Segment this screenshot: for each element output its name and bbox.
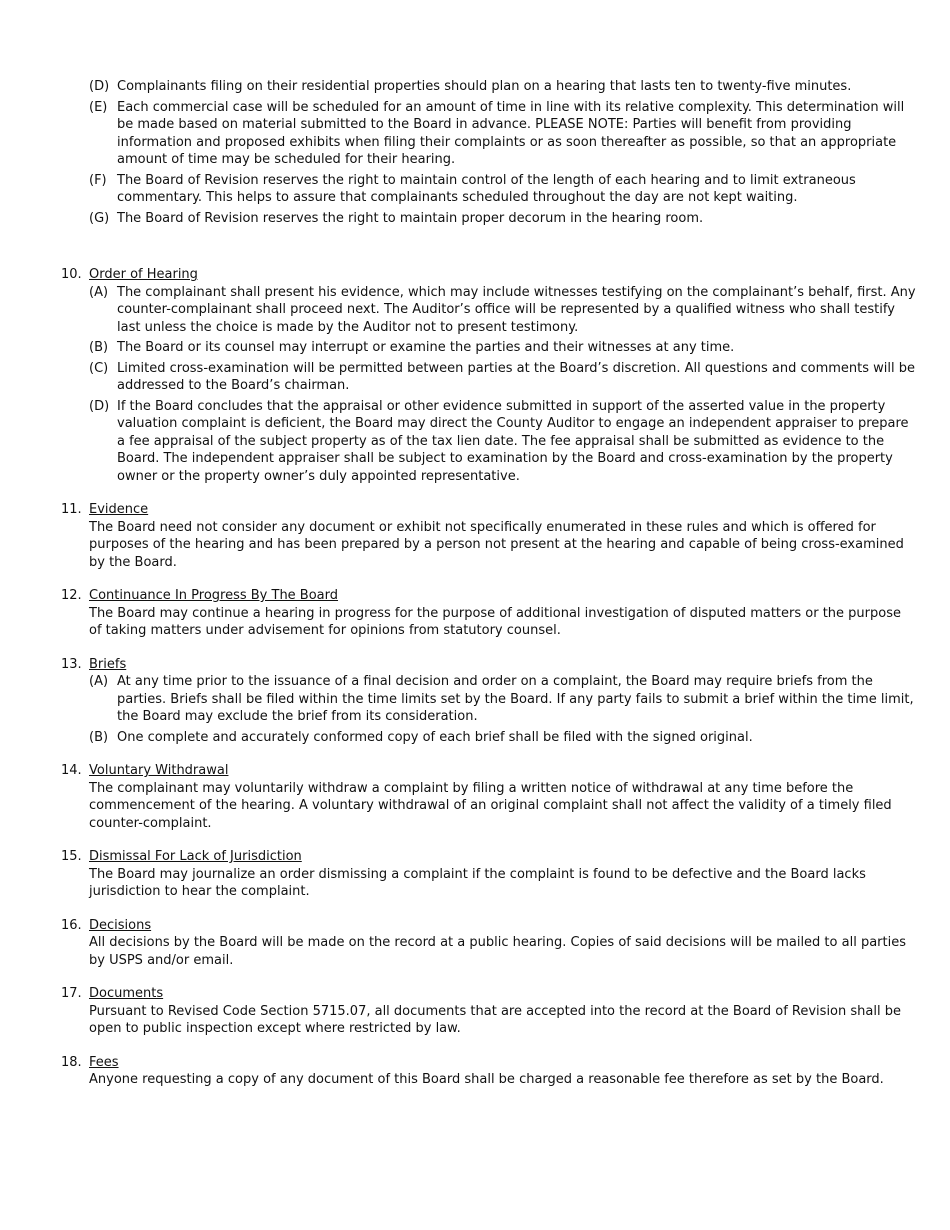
- item-text: The Board of Revision reserves the right to maintain control of the length of each hearing and to limit extraneous commentary. This helps to assure that complainants scheduled throughout the day are not kept waiting.: [117, 172, 856, 205]
- item-text: One complete and accurately conformed copy of each brief shall be filed with the signed original.: [117, 729, 753, 745]
- item-text: Complainants filing on their residential properties should plan on a hearing that lasts ten to twenty-five minutes.: [117, 79, 852, 94]
- section-heading: Evidence: [89, 502, 149, 517]
- list-item: [89, 172, 916, 207]
- item-label: (A): [89, 284, 109, 300]
- item-label: (A): [89, 674, 109, 689]
- section-heading: Continuance In Progress By The Board: [89, 588, 339, 603]
- section-heading: Dismissal For Lack of Jurisdiction: [89, 849, 302, 864]
- section-heading: Documents: [89, 986, 164, 1001]
- section-number: 13.: [61, 656, 82, 672]
- section-continuance: [61, 587, 916, 640]
- list-item: [89, 210, 916, 228]
- item-text: Limited cross-examination will be permitted between parties at the Board’s discretion. All questions and comments will be addressed to the Board’s chairman.: [117, 360, 916, 393]
- section-heading: Fees: [89, 1054, 119, 1070]
- section-fees: [61, 1054, 916, 1089]
- item-label: (G): [89, 210, 110, 226]
- section-number: 18.: [61, 1054, 82, 1070]
- section-decisions: [61, 917, 916, 970]
- list-item: [89, 729, 916, 747]
- section-order-of-hearing: [61, 266, 916, 485]
- item-label: (D): [89, 79, 110, 94]
- list-item: [89, 99, 916, 169]
- section-evidence: [61, 501, 916, 571]
- section-heading: Order of Hearing: [89, 267, 198, 282]
- item-text: At any time prior to the issuance of a final decision and order on a complaint, the Board may require briefs from the parties. Briefs shall be filed within the time limits set by the Board. If any party fails to submit a brief within the time limit, the Board may exclude the brief from its consideration.: [117, 674, 914, 724]
- section-documents: [61, 985, 916, 1038]
- section-voluntary-withdrawal: [61, 762, 916, 832]
- section-body: The Board may journalize an order dismissing a complaint if the complaint is found to be defective and the Board lacks jurisdiction to hear the complaint.: [89, 866, 866, 899]
- list-item: [89, 78, 916, 96]
- section-heading: Decisions: [89, 917, 152, 933]
- section-body: The Board need not consider any document or exhibit not specifically enumerated in these rules and which is offered for purposes of the hearing and has been prepared by a person not present at the hearing and capable of being cross-examined by the Board.: [89, 519, 904, 570]
- section-number: 12.: [61, 588, 82, 603]
- item-text: The complainant shall present his evidence, which may include witnesses testifying on the complainant’s behalf, first. Any counter-complainant shall proceed next. The Auditor’s office will be represented by a qualified witness who shall testify last unless the choice is made by the Auditor not to present testimony.: [117, 284, 916, 335]
- item-label: (B): [89, 729, 109, 745]
- item-text: If the Board concludes that the appraisal or other evidence submitted in support of the asserted value in the property valuation complaint is deficient, the Board may direct the County Auditor to engage an independent appraiser to prepare a fee appraisal of the subject property as of the tax lien date. The fee appraisal shall be submitted as evidence to the Board. The independent appraiser shall be subject to examination by the Board and cross-examination by the property owner or the property owner’s duly appointed representative.: [117, 398, 909, 484]
- list-item: [89, 284, 916, 337]
- item-label: (F): [89, 172, 107, 188]
- section-number: 17.: [61, 986, 82, 1001]
- section-number: 14.: [61, 763, 82, 778]
- list-item: [89, 673, 916, 726]
- section-number: 16.: [61, 917, 82, 933]
- section-dismissal: [61, 848, 916, 901]
- section-heading: Voluntary Withdrawal: [89, 763, 229, 778]
- item-label: (E): [89, 99, 108, 115]
- section-number: 10.: [61, 267, 82, 282]
- item-text: Each commercial case will be scheduled for an amount of time in line with its relative complexity. This determination will be made based on material submitted to the Board in advance. PLEASE NOTE: Parties will benefit from providing information and proposed exhibits when filing their complaints or as soon thereafter as possible, so that an appropriate amount of time may be scheduled for their hearing.: [117, 99, 905, 167]
- section-body: Anyone requesting a copy of any document of this Board shall be charged a reasonable fee therefore as set by the Board.: [89, 1072, 884, 1087]
- item-text: The Board of Revision reserves the right to maintain proper decorum in the hearing room.: [117, 210, 704, 226]
- list-item: [89, 398, 916, 486]
- section-number: 15.: [61, 849, 82, 864]
- list-item: [89, 339, 916, 357]
- section-heading: Briefs: [89, 656, 127, 672]
- section-body: Pursuant to Revised Code Section 5715.07, all documents that are accepted into the record at the Board of Revision shall be open to public inspection except where restricted by law.: [89, 1003, 901, 1036]
- section-body: The Board may continue a hearing in progress for the purpose of additional investigation of disputed matters or the purpose of taking matters under advisement for opinions from statutory counsel.: [89, 605, 901, 638]
- list-item: [89, 360, 916, 395]
- section-briefs: [61, 656, 916, 747]
- intro-list: [89, 78, 916, 227]
- section-number: 11.: [61, 502, 82, 517]
- item-label: (B): [89, 340, 109, 355]
- section-body: All decisions by the Board will be made on the record at a public hearing. Copies of said decisions will be mailed to all parties by USPS and/or email.: [89, 935, 906, 968]
- item-label: (C): [89, 360, 109, 376]
- item-text: The Board or its counsel may interrupt or examine the parties and their witnesses at any time.: [117, 340, 735, 355]
- item-label: (D): [89, 398, 110, 414]
- section-body: The complainant may voluntarily withdraw a complaint by filing a written notice of withdrawal at any time before the commencement of the hearing. A voluntary withdrawal of an original complaint shall not affect the validity of a timely filed counter-complaint.: [89, 780, 892, 831]
